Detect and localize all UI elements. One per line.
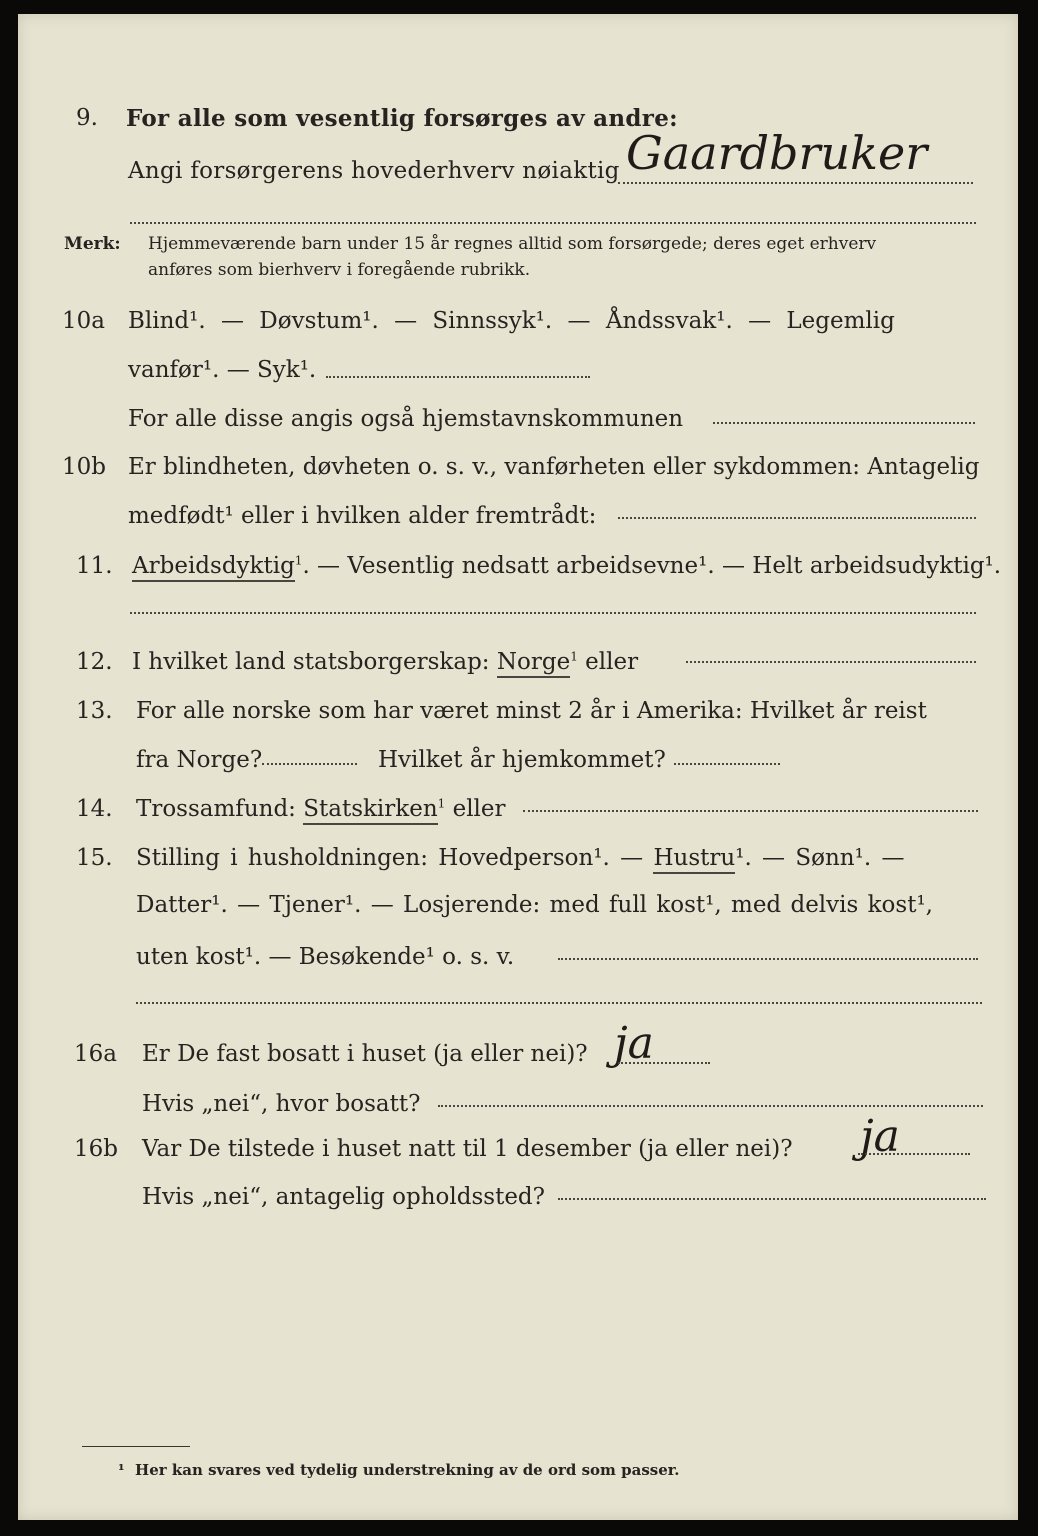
q14-line: Trossamfund: Statskirken$^1$ eller xyxy=(136,798,506,821)
q15-answer-line xyxy=(558,958,978,960)
q11-line: Arbeidsdyktig$^1$. — Vesentlig nedsatt arbeidsevne¹. — Helt arbeidsudyktig¹. xyxy=(132,555,1001,578)
merk-label: Merk: xyxy=(64,234,121,254)
q15-line2: Datter¹. — Tjener¹. — Losjerende: med full kost¹, med delvis kost¹, xyxy=(136,892,933,918)
q16a-line1: Er De fast bosatt i huset (ja eller nei)? xyxy=(142,1041,588,1067)
q14-eller: eller xyxy=(452,796,506,822)
q10b-answer-line xyxy=(618,517,976,519)
q12-answer-line xyxy=(686,661,976,663)
q10a-answer-line xyxy=(326,376,590,378)
q15-number: 15. xyxy=(76,845,113,871)
q14-statskirken-underlined: Statskirken xyxy=(303,796,437,825)
q16a-bosatt-line xyxy=(438,1105,983,1107)
q9-extra-line xyxy=(130,222,976,224)
q15-line1-prefix: Stilling i husholdningen: Hovedperson¹. — xyxy=(136,845,644,871)
q16a-handwritten-answer: ja xyxy=(614,1018,654,1069)
q14-prefix: Trossamfund: xyxy=(136,796,296,822)
q15-extra-line xyxy=(136,1002,982,1004)
q10a-line2: vanfør¹. — Syk¹. xyxy=(128,357,317,383)
q16b-answer-line xyxy=(858,1153,970,1155)
merk-line1: Hjemmeværende barn under 15 år regnes alltid som forsørgede; deres eget erhverv xyxy=(148,234,877,254)
q16b-line2: Hvis „nei“, antagelig opholdssted? xyxy=(142,1184,545,1210)
q11-number: 11. xyxy=(76,553,113,579)
q16b-number: 16b xyxy=(74,1136,118,1162)
q10a-kommune-line xyxy=(713,422,975,424)
q15-line1 xyxy=(136,847,904,870)
q13-number: 13. xyxy=(76,698,113,724)
q13-reist-line xyxy=(262,763,357,765)
footnote xyxy=(118,1461,680,1479)
q15-hustru-underlined: Hustru xyxy=(653,845,735,874)
q12-number: 12. xyxy=(76,649,113,675)
q11-rest: . — Vesentlig nedsatt arbeidsevne¹. — Helt arbeidsudyktig¹. xyxy=(302,553,1002,579)
q13-line2b: Hvilket år hjemkommet? xyxy=(378,747,666,773)
census-form-page xyxy=(18,14,1018,1520)
q9-handwritten-answer: Gaardbruker xyxy=(626,126,928,180)
q16a-number: 16a xyxy=(74,1041,117,1067)
q11-arbeidsdyktig-underlined: Arbeidsdyktig xyxy=(132,553,295,582)
q16b-line1: Var De tilstede i huset natt til 1 desember (ja eller nei)? xyxy=(142,1136,793,1162)
q12-norge-underlined: Norge xyxy=(497,649,570,678)
q15-line1-suffix: ¹. — Sønn¹. — xyxy=(735,845,905,871)
q9-answer-line xyxy=(618,182,973,184)
q9-number: 9. xyxy=(76,105,98,131)
q10a-line1: Blind¹. — Døvstum¹. — Sinnssyk¹. — Åndssvak¹. — Legemlig xyxy=(128,308,895,334)
footnote-text: Her kan svares ved tydelig understrekning av de ord som passer. xyxy=(135,1461,680,1479)
footnote-mark: ¹ xyxy=(118,1461,125,1479)
q12-eller: eller xyxy=(585,649,639,675)
q16b-opholdssted-line xyxy=(558,1198,986,1200)
q12-prefix: I hvilket land statsborgerskap: xyxy=(132,649,490,675)
q16b-handwritten-answer: ja xyxy=(860,1111,900,1162)
q10a-number: 10a xyxy=(62,308,105,334)
q15-line3: uten kost¹. — Besøkende¹ o. s. v. xyxy=(136,944,515,970)
q10a-line3: For alle disse angis også hjemstavnskommunen xyxy=(128,406,684,432)
q16a-answer-line xyxy=(618,1062,710,1064)
q12-line: I hvilket land statsborgerskap: Norge$^1$ eller xyxy=(132,651,638,674)
q11-extra-line xyxy=(130,612,976,614)
merk-line2: anføres som bierhverv i foregående rubrikk. xyxy=(148,260,531,280)
q14-number: 14. xyxy=(76,796,113,822)
q9-line2: Angi forsørgerens hovederhverv nøiaktig xyxy=(128,158,620,184)
q10b-number: 10b xyxy=(62,454,106,480)
q10b-line2: medfødt¹ eller i hvilken alder fremtrådt: xyxy=(128,503,597,529)
q13-line2a: fra Norge? xyxy=(136,747,263,773)
q13-line1: For alle norske som har været minst 2 år i Amerika: Hvilket år reist xyxy=(136,698,927,724)
q13-hjemkommet-line xyxy=(674,763,780,765)
q16a-line2: Hvis „nei“, hvor bosatt? xyxy=(142,1091,421,1117)
q10b-line1: Er blindheten, døvheten o. s. v., vanførheten eller sykdommen: Antagelig xyxy=(128,454,980,480)
q9-line1: For alle som vesentlig forsørges av andre: xyxy=(126,105,678,132)
footnote-rule xyxy=(82,1446,190,1447)
q14-answer-line xyxy=(523,810,978,812)
